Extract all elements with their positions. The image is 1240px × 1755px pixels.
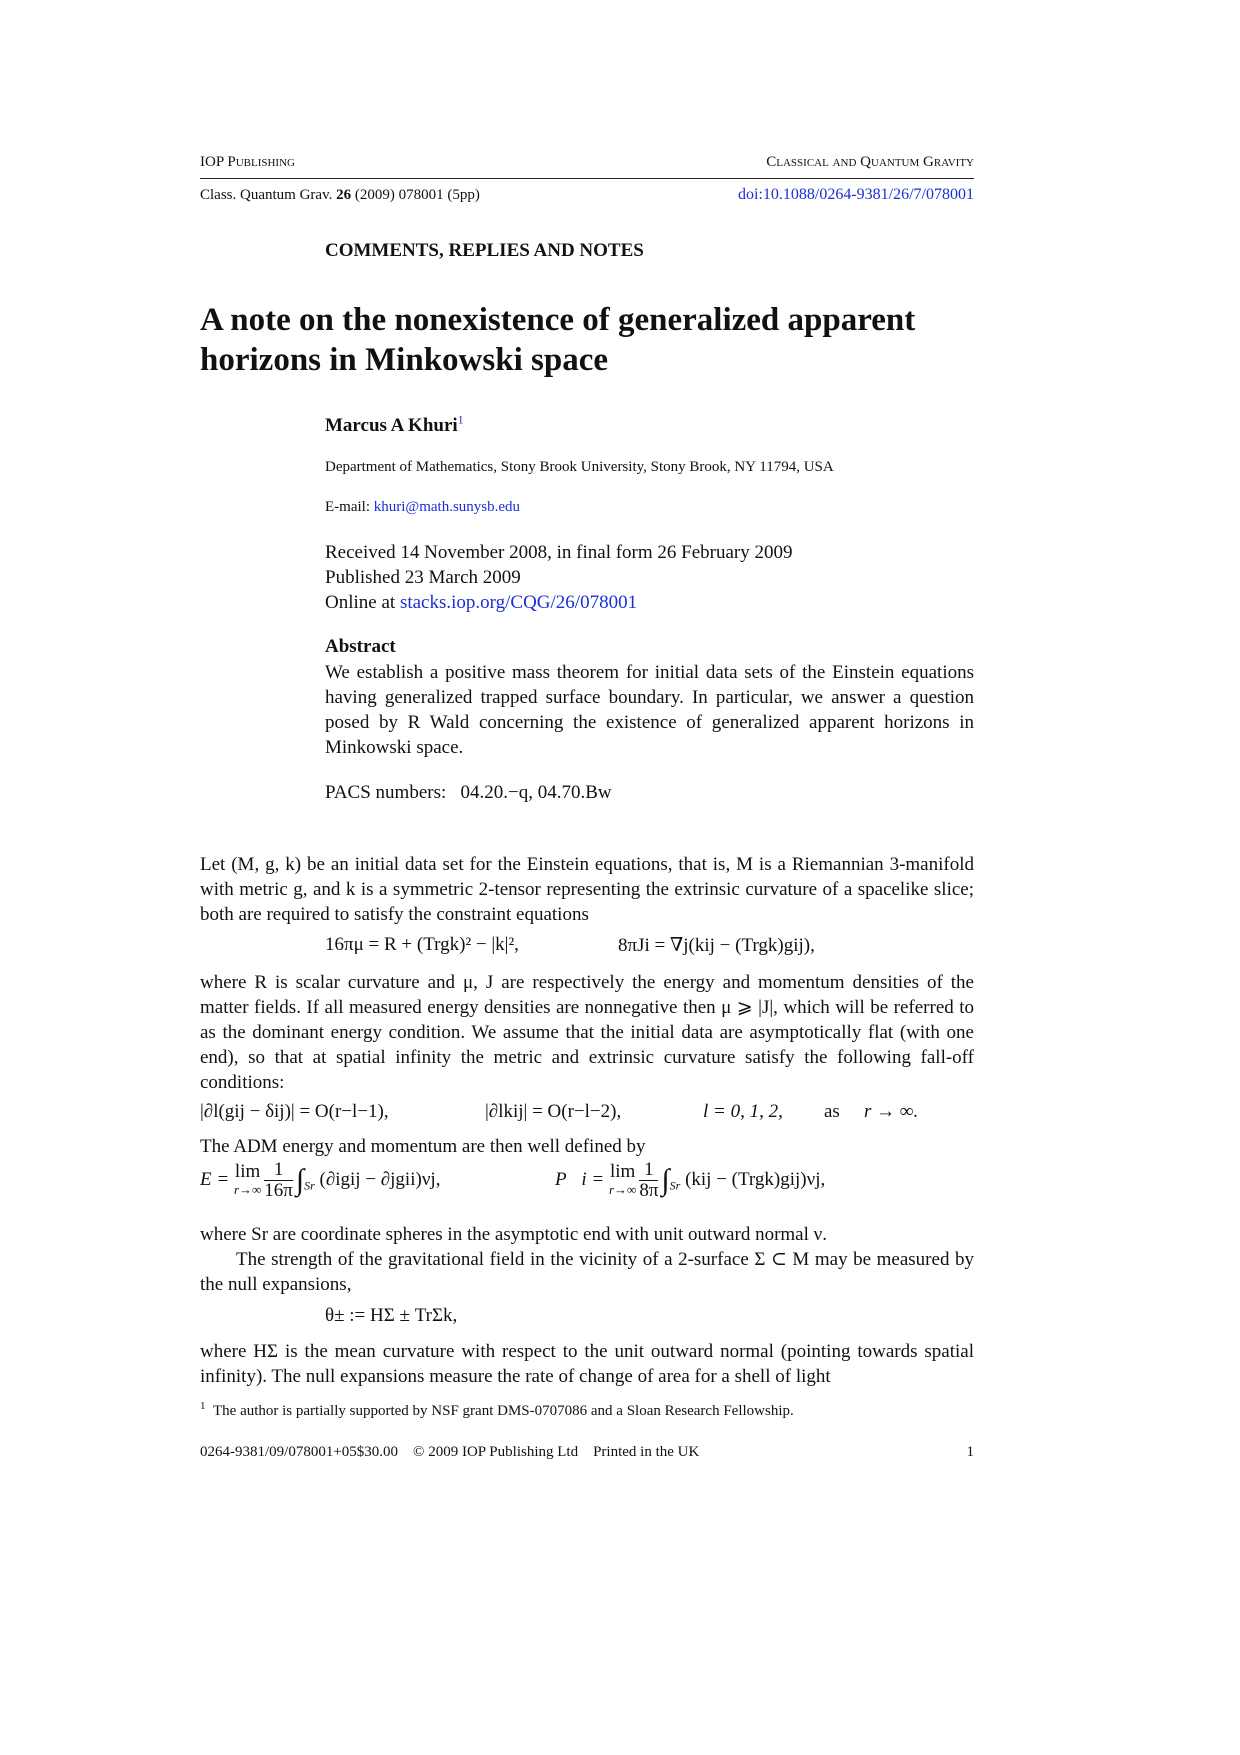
email-link[interactable]: khuri@math.sunysb.edu xyxy=(373,499,521,515)
affiliation: Department of Mathematics, Stony Brook University, Stony Brook, NY 11794, USA xyxy=(325,459,834,475)
journal-name: Classical and Quantum Gravity xyxy=(766,154,974,170)
page-footer: 0264-9381/09/078001+05$30.00 © 2009 IOP Publishing Ltd Printed in the UK xyxy=(200,1444,700,1460)
equation-falloff-l: l = 0, 1, 2, xyxy=(703,1101,783,1122)
doi-link[interactable]: doi:10.1088/0264-9381/26/7/078001 xyxy=(738,186,974,203)
publisher-label: IOP Publishing xyxy=(200,154,295,170)
footnote: $^1$ The author is partially supported by NSF grant DMS-0707086 and a Sloan Research Fellowship. xyxy=(200,1400,794,1419)
page-number: 1 xyxy=(966,1444,974,1460)
paragraph-1: Let (M, g, k) be an initial data set for the Einstein equations, that is, M is a Riemannian 3-manifold with metric g, and k is a symmetric 2-tensor representing the extrinsic curvature of a spacelike slice; both are required to satisfy the constraint equations xyxy=(200,854,974,925)
equation-adm-momentum: P⃗i = lim r→∞ $\frac{1}{8\pi}$ $\int_{Sr}$ (kij − (Trgk)gij)νj, xyxy=(555,1159,826,1201)
online-link[interactable]: stacks.iop.org/CQG/26/078001 xyxy=(399,592,638,613)
section-label: COMMENTS, REPLIES AND NOTES xyxy=(325,240,644,261)
equation-constraint-j: 8πJi = ∇j(kij − (Trgk)gij), xyxy=(618,935,815,956)
equation-falloff-as: as xyxy=(824,1101,840,1122)
paragraph-5: The strength of the gravitational field in the vicinity of a 2-surface Σ ⊂ M may be measured by the null expansions, xyxy=(200,1249,974,1295)
published-date: Published 23 March 2009 xyxy=(325,567,521,588)
citation: Class. Quantum Grav. 26 (2009) 078001 (5pp) xyxy=(200,187,480,203)
author-footnote-mark[interactable]: 1 xyxy=(457,412,464,427)
paragraph-3: The ADM energy and momentum are then well defined by xyxy=(200,1136,646,1157)
online-line: Online at stacks.iop.org/CQG/26/078001 xyxy=(325,592,638,613)
equation-falloff-limit: r → ∞. xyxy=(864,1101,919,1122)
equation-adm-energy: E = lim r→∞ $\frac{1}{16\pi}$ $\int_{Sr}$ (∂igij − ∂jgii)νj, xyxy=(200,1159,441,1201)
abstract-heading: Abstract xyxy=(325,636,396,657)
header-rule xyxy=(200,178,974,179)
pacs-numbers: PACS numbers: 04.20.−q, 04.70.Bw xyxy=(325,782,612,803)
email-line: E-mail: khuri@math.sunysb.edu xyxy=(325,499,521,515)
page-title: A note on the nonexistence of generalized apparent horizons in Minkowski space xyxy=(200,302,916,378)
received-date: Received 14 November 2008, in final form 26 February 2009 xyxy=(325,542,793,563)
paragraph-6: where HΣ is the mean curvature with respect to the unit outward normal (pointing towards spatial infinity). The null expansions measure the rate of change of area for a shell of light xyxy=(200,1341,974,1387)
paragraph-2: where R is scalar curvature and μ, J are respectively the energy and momentum densities of the matter fields. If all measured energy densities are nonnegative then μ ⩾ |J|, which will be referred to as the dominant energy condition. We assume that the initial data are asymptotically flat (with one end), so that at spatial infinity the metric and extrinsic curvature satisfy the following fall-off conditions: xyxy=(200,972,974,1093)
abstract-text: We establish a positive mass theorem for initial data sets of the Einstein equations having generalized trapped surface boundary. In particular, we answer a question posed by R Wald concerning the existence of generalized apparent horizons in Minkowski space. xyxy=(325,662,974,758)
equation-falloff-k: |∂lkij| = O(r−l−2), xyxy=(485,1101,622,1122)
author-name: Marcus A Khuri$^1$ xyxy=(325,412,464,436)
equation-falloff-g: |∂l(gij − δij)| = O(r−l−1), xyxy=(200,1101,389,1122)
equation-constraint-mu: 16πμ = R + (Trgk)² − |k|², xyxy=(325,934,519,955)
paragraph-4: where Sr are coordinate spheres in the asymptotic end with unit outward normal ν. xyxy=(200,1224,827,1245)
dates xyxy=(325,540,793,615)
equation-null-expansion: θ± := HΣ ± TrΣk, xyxy=(325,1305,458,1326)
